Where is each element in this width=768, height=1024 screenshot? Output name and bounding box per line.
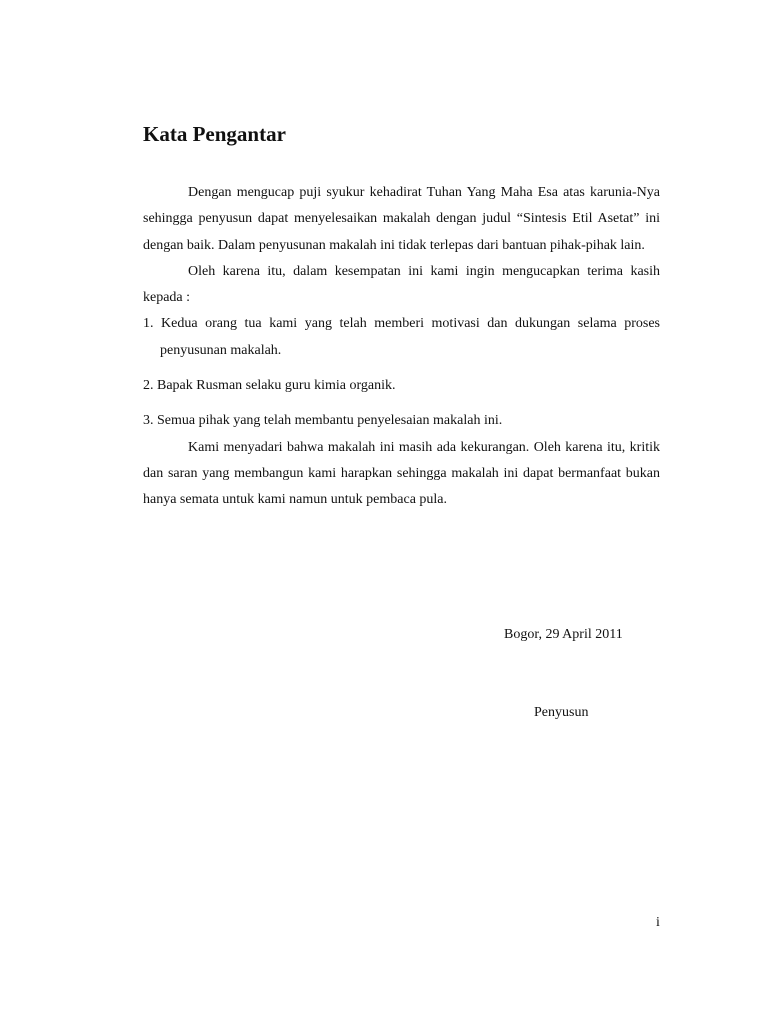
thanks-list-item-2: 2. Bapak Rusman selaku guru kimia organik.	[143, 378, 396, 394]
closing-paragraph: Kami menyadari bahwa makalah ini masih ada kekurangan. Oleh karena itu, kritik dan saran yang membangun kami harapkan sehingga makalah ini dapat bermanfaat bukan hanya semata untuk kami namun untuk pembaca pula.	[143, 439, 660, 508]
body-text	[143, 180, 660, 514]
page-number: i	[656, 915, 660, 930]
thanks-list-item-3: 3. Semua pihak yang telah membantu penyelesaian makalah ini.	[143, 413, 503, 429]
thanks-list-item-1: 1. Kedua orang tua kami yang telah memberi motivasi dan dukungan selama proses penyusunan makalah.	[143, 316, 660, 358]
page-title: Kata Pengantar	[143, 122, 286, 146]
signer-label: Penyusun	[534, 705, 589, 720]
thanks-intro-paragraph: Oleh karena itu, dalam kesempatan ini kami ingin mengucapkan terima kasih kepada :	[143, 263, 660, 306]
opening-paragraph: Dengan mengucap puji syukur kehadirat Tuhan Yang Maha Esa atas karunia-Nya sehingga penyusun dapat menyelesaikan makalah dengan judul “Sintesis Etil Asetat” ini dengan baik. Dalam penyusunan makalah ini tidak terlepas dari bantuan pihak-pihak lain.	[143, 185, 660, 253]
place-and-date: Bogor, 29 April 2011	[504, 627, 623, 642]
